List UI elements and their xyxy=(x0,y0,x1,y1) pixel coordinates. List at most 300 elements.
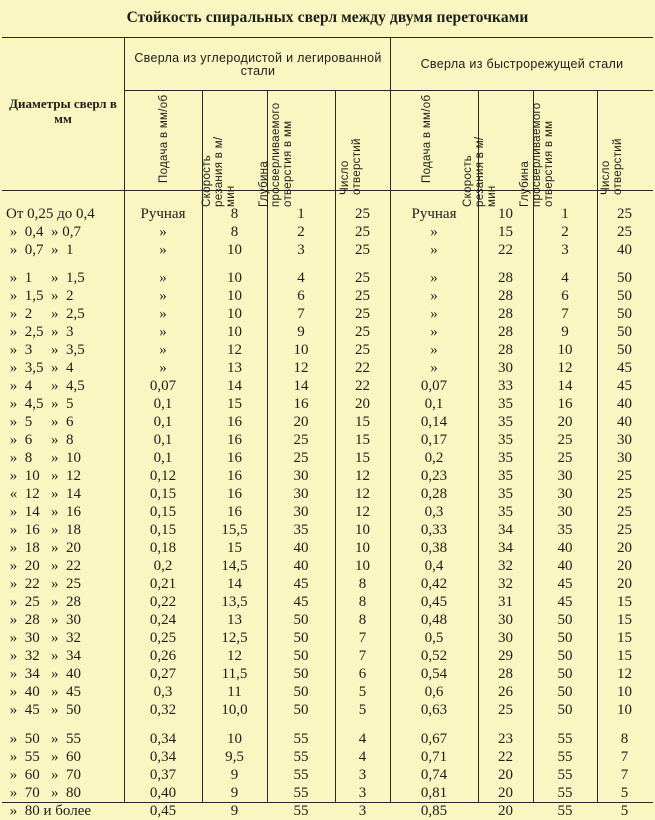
table-cell: 25 xyxy=(557,450,573,466)
table-cell: 0,4 xyxy=(424,558,444,574)
table-cell: » 8 » 10 xyxy=(6,450,81,466)
table-cell: 10 xyxy=(293,342,309,358)
depth-header-hss: Глубина просверливаемого отверстия в мм xyxy=(519,102,555,207)
table-row xyxy=(2,611,653,629)
table-cell: 10 xyxy=(227,306,242,322)
table-cell: 30 xyxy=(293,468,309,484)
table-cell: 55 xyxy=(557,749,573,765)
table-cell: 12 xyxy=(617,666,632,682)
table-row xyxy=(2,503,653,521)
table-row xyxy=(2,593,653,611)
table-row xyxy=(2,341,653,359)
table-cell: 20 xyxy=(293,414,309,430)
drill-life-table xyxy=(2,37,653,819)
table-cell: » 55 » 60 xyxy=(6,749,81,765)
table-cell: 15 xyxy=(227,396,242,412)
table-cell: » 32 » 34 xyxy=(6,648,81,664)
table-cell: 20 xyxy=(498,785,513,801)
table-cell: 25 xyxy=(355,306,370,322)
table-cell: 12 xyxy=(293,360,309,376)
speed-header-hss: Скорость резания в м/мин xyxy=(462,136,498,207)
table-cell: 3 xyxy=(358,767,367,783)
table-row xyxy=(2,521,653,539)
table-cell: » 3 » 3,5 xyxy=(6,342,85,358)
table-cell: 55 xyxy=(557,767,573,783)
table-cell: 0,27 xyxy=(149,666,177,682)
table-cell: 0,17 xyxy=(420,432,448,448)
table-cell: 0,74 xyxy=(420,767,448,783)
table-row xyxy=(2,269,653,287)
table-cell: 0,1 xyxy=(153,450,173,466)
table-cell: 50 xyxy=(617,324,632,340)
table-cell: 16 xyxy=(227,432,242,448)
table-cell: » 10 » 12 xyxy=(6,468,81,484)
table-cell: » 2,5 » 3 xyxy=(6,324,74,340)
table-cell: 30 xyxy=(498,612,513,628)
table-cell: 10 xyxy=(355,540,370,556)
table-cell: » 0,4 » 0,7 xyxy=(6,224,81,240)
table-cell: 25 xyxy=(617,224,632,240)
table-cell: 14 xyxy=(293,378,309,394)
table-cell: 8 xyxy=(358,594,367,610)
table-cell: » 28 » 30 xyxy=(6,612,81,628)
table-cell: 0,25 xyxy=(149,630,177,646)
table-row xyxy=(2,395,653,413)
table-cell: 30 xyxy=(617,450,632,466)
table-row xyxy=(2,485,653,503)
table-cell: 50 xyxy=(557,612,573,628)
table-row xyxy=(2,784,653,802)
table-row xyxy=(2,205,653,223)
table-cell: 23 xyxy=(498,731,513,747)
table-cell: 25 xyxy=(617,206,632,222)
table-cell: 40 xyxy=(293,540,309,556)
table-cell: 11,5 xyxy=(221,666,248,682)
table-cell: » xyxy=(159,306,167,322)
table-cell: 55 xyxy=(293,803,309,819)
table-cell: 35 xyxy=(498,468,513,484)
table-cell: 34 xyxy=(498,540,513,556)
table-cell: 0,26 xyxy=(149,648,177,664)
table-cell: » xyxy=(430,242,438,258)
table-cell: » 6 » 8 xyxy=(6,432,74,448)
table-cell: 50 xyxy=(293,666,309,682)
table-cell: 45 xyxy=(557,576,573,592)
table-cell: » 22 » 25 xyxy=(6,576,81,592)
table-cell: 14 xyxy=(227,576,242,592)
table-cell: 0,32 xyxy=(149,702,177,718)
table-cell: 30 xyxy=(557,486,573,502)
table-cell: 50 xyxy=(293,612,309,628)
table-cell: 10 xyxy=(227,324,242,340)
table-cell: 0,34 xyxy=(149,731,177,747)
table-cell: 50 xyxy=(557,648,573,664)
table-cell: 15 xyxy=(355,450,370,466)
table-cell: 55 xyxy=(557,785,573,801)
table-cell: » xyxy=(159,288,167,304)
table-row xyxy=(2,287,653,305)
table-cell: 12 xyxy=(355,504,370,520)
table-cell: 50 xyxy=(293,702,309,718)
table-cell: 30 xyxy=(617,432,632,448)
table-cell: 15 xyxy=(617,594,632,610)
table-cell: 28 xyxy=(498,288,513,304)
table-cell: 0,52 xyxy=(420,648,448,664)
table-cell: » xyxy=(430,324,438,340)
table-cell: 25 xyxy=(293,450,309,466)
table-cell: » 20 » 22 xyxy=(6,558,81,574)
diameter-header: Диаметры сверл в мм xyxy=(9,96,117,126)
table-cell: 31 xyxy=(498,594,513,610)
table-cell: 10 xyxy=(355,558,370,574)
table-cell: 32 xyxy=(498,558,513,574)
table-cell: » xyxy=(430,342,438,358)
table-cell: 12 xyxy=(227,648,242,664)
table-cell: » 40 » 45 xyxy=(6,684,81,700)
table-cell: 0,48 xyxy=(420,612,448,628)
table-cell: 15 xyxy=(355,414,370,430)
table-cell: 0,6 xyxy=(424,684,444,700)
table-cell: 29 xyxy=(498,648,513,664)
table-cell: 12 xyxy=(227,342,242,358)
table-cell: 8 xyxy=(230,224,239,240)
table-row xyxy=(2,766,653,784)
table-cell: 25 xyxy=(355,206,370,222)
table-row xyxy=(2,305,653,323)
table-cell: 25 xyxy=(498,702,513,718)
table-cell: 15 xyxy=(617,630,632,646)
table-cell: » 1 » 1,5 xyxy=(6,270,85,286)
table-cell: 28 xyxy=(498,270,513,286)
table-cell: 6 xyxy=(297,288,305,304)
table-cell: 28 xyxy=(498,666,513,682)
table-cell: 35 xyxy=(557,522,573,538)
table-cell: 50 xyxy=(617,270,632,286)
table-cell: 33 xyxy=(498,378,513,394)
table-cell: 55 xyxy=(293,785,309,801)
table-cell: 22 xyxy=(355,378,370,394)
table-cell: 40 xyxy=(617,396,632,412)
table-cell: 0,15 xyxy=(149,486,177,502)
table-cell: 3 xyxy=(358,803,367,819)
table-row xyxy=(2,467,653,485)
table-cell: 22 xyxy=(498,749,513,765)
table-cell: 25 xyxy=(293,432,309,448)
table-cell: » 25 » 28 xyxy=(6,594,81,610)
table-cell: 0,14 xyxy=(420,414,448,430)
table-cell: » 34 » 40 xyxy=(6,666,81,682)
table-cell: » 5 » 6 xyxy=(6,414,74,430)
table-cell: 45 xyxy=(617,378,632,394)
table-cell: 14 xyxy=(227,378,242,394)
table-cell: 50 xyxy=(617,306,632,322)
table-cell: 2 xyxy=(561,224,569,240)
table-row xyxy=(2,629,653,647)
table-cell: 55 xyxy=(293,767,309,783)
table-row xyxy=(2,665,653,683)
table-cell: 45 xyxy=(293,594,309,610)
table-cell: 15 xyxy=(227,540,242,556)
table-cell: 10 xyxy=(227,270,242,286)
table-cell: 25 xyxy=(355,242,370,258)
table-cell: 28 xyxy=(498,342,513,358)
table-row xyxy=(2,701,653,719)
table-cell: 40 xyxy=(617,414,632,430)
table-cell: 14 xyxy=(557,378,573,394)
table-cell: 30 xyxy=(557,468,573,484)
table-cell: 0,1 xyxy=(424,396,444,412)
table-cell: » 18 » 20 xyxy=(6,540,81,556)
table-cell: 45 xyxy=(617,360,632,376)
table-cell: 55 xyxy=(557,731,573,747)
table-cell: 1 xyxy=(297,206,305,222)
table-row xyxy=(2,748,653,766)
table-cell: 1 xyxy=(561,206,569,222)
table-cell: 16 xyxy=(293,396,309,412)
table-cell: 40 xyxy=(293,558,309,574)
table-cell: 10 xyxy=(227,242,242,258)
table-cell: 25 xyxy=(617,504,632,520)
table-cell: » 16 » 18 xyxy=(6,522,81,538)
table-cell: 0,67 xyxy=(420,731,448,747)
table-cell: 55 xyxy=(293,731,309,747)
table-cell: » 0,7 » 1 xyxy=(6,242,74,258)
table-cell: 25 xyxy=(355,224,370,240)
table-cell: 30 xyxy=(557,504,573,520)
table-cell: 50 xyxy=(557,630,573,646)
table-cell: » xyxy=(430,224,438,240)
table-cell: 32 xyxy=(498,576,513,592)
table-row xyxy=(2,539,653,557)
table-cell: Ручная xyxy=(411,206,457,222)
table-cell: 10 xyxy=(227,731,242,747)
table-cell: 20 xyxy=(617,558,632,574)
table-cell: 34 xyxy=(498,522,513,538)
table-cell: 50 xyxy=(557,666,573,682)
table-cell: « 12 » 14 xyxy=(6,486,81,502)
table-cell: 12 xyxy=(557,360,573,376)
table-cell: 16 xyxy=(227,486,242,502)
table-cell: 0,15 xyxy=(149,504,177,520)
table-cell: 10 xyxy=(557,342,573,358)
table-cell: » xyxy=(430,360,438,376)
table-cell: 15 xyxy=(617,612,632,628)
table-cell: 9 xyxy=(297,324,305,340)
table-cell: 25 xyxy=(617,522,632,538)
table-cell: 20 xyxy=(498,767,513,783)
table-cell: 16 xyxy=(227,468,242,484)
table-cell: 7 xyxy=(297,306,305,322)
header-divider xyxy=(124,90,653,91)
table-cell: » 14 » 16 xyxy=(6,504,81,520)
table-cell: 25 xyxy=(355,288,370,304)
table-cell: » 70 » 80 xyxy=(6,785,81,801)
table-cell: 35 xyxy=(498,396,513,412)
table-cell: 16 xyxy=(227,414,242,430)
table-cell: 9,5 xyxy=(225,749,244,765)
table-cell: 25 xyxy=(617,486,632,502)
table-cell: » 4 » 4,5 xyxy=(6,378,85,394)
table-cell: » xyxy=(430,288,438,304)
table-cell: 35 xyxy=(498,414,513,430)
table-cell: 28 xyxy=(498,306,513,322)
table-cell: 55 xyxy=(293,749,309,765)
table-cell: 20 xyxy=(355,396,370,412)
feed-header: Подача в мм/об xyxy=(158,94,170,183)
table-cell: 22 xyxy=(498,242,513,258)
table-cell: 8 xyxy=(620,731,629,747)
holes-header: Число отверстий xyxy=(339,138,363,195)
table-cell: 50 xyxy=(557,702,573,718)
table-cell: 35 xyxy=(498,432,513,448)
table-row xyxy=(2,802,653,820)
table-cell: 9 xyxy=(561,324,569,340)
table-cell: 15 xyxy=(617,648,632,664)
table-cell: 0,42 xyxy=(420,576,448,592)
table-cell: 0,45 xyxy=(420,594,448,610)
table-cell: 8 xyxy=(358,576,367,592)
table-cell: 10 xyxy=(355,522,370,538)
table-cell: 0,71 xyxy=(420,749,448,765)
table-cell: » xyxy=(159,224,167,240)
table-cell: » xyxy=(430,270,438,286)
table-cell: 35 xyxy=(498,504,513,520)
table-cell: » xyxy=(159,270,167,286)
table-cell: 9 xyxy=(230,785,239,801)
table-cell: 0,2 xyxy=(424,450,444,466)
group-header-carbon-steel: Сверла из углеродистой и легированной стали xyxy=(134,51,382,78)
table-row xyxy=(2,647,653,665)
table-cell: 45 xyxy=(557,594,573,610)
feed-header-hss: Подача в мм/об xyxy=(421,94,433,183)
table-cell: 16 xyxy=(227,504,242,520)
table-cell: 35 xyxy=(293,522,309,538)
table-cell: 0,28 xyxy=(420,486,448,502)
table-cell: 0,33 xyxy=(420,522,448,538)
table-cell: 3 xyxy=(358,785,367,801)
table-cell: 20 xyxy=(498,803,513,819)
table-cell: 0,85 xyxy=(420,803,448,819)
table-cell: 5 xyxy=(358,702,367,718)
table-cell: 4 xyxy=(561,270,569,286)
table-cell: 10,0 xyxy=(221,702,248,718)
table-cell: 8 xyxy=(230,206,239,222)
table-cell: 11 xyxy=(227,684,242,700)
table-row xyxy=(2,413,653,431)
table-cell: 35 xyxy=(498,450,513,466)
table-row xyxy=(2,323,653,341)
table-cell: 20 xyxy=(617,540,632,556)
table-cell: 50 xyxy=(617,342,632,358)
table-cell: 0,1 xyxy=(153,432,173,448)
table-row xyxy=(2,575,653,593)
table-cell: 12,5 xyxy=(221,630,248,646)
table-cell: 25 xyxy=(355,342,370,358)
table-cell: 15 xyxy=(498,224,513,240)
table-cell: 50 xyxy=(557,684,573,700)
table-cell: 55 xyxy=(557,803,573,819)
table-cell: 40 xyxy=(557,540,573,556)
table-cell: » 2 » 2,5 xyxy=(6,306,85,322)
table-cell: 5 xyxy=(620,803,629,819)
table-row xyxy=(2,223,653,241)
table-cell: 10 xyxy=(617,684,632,700)
table-cell: 7 xyxy=(620,749,629,765)
table-row xyxy=(2,683,653,701)
table-cell: 0,5 xyxy=(424,630,444,646)
table-cell: 15,5 xyxy=(221,522,248,538)
table-cell: 6 xyxy=(358,666,367,682)
table-cell: 15 xyxy=(355,432,370,448)
table-cell: 14,5 xyxy=(221,558,248,574)
table-cell: 0,12 xyxy=(149,468,177,484)
table-cell: 0,40 xyxy=(149,785,177,801)
table-cell: 10 xyxy=(498,206,513,222)
table-cell: 30 xyxy=(498,630,513,646)
table-cell: 0,38 xyxy=(420,540,448,556)
table-cell: 3 xyxy=(297,242,305,258)
table-cell: 12 xyxy=(355,468,370,484)
table-cell: 0,63 xyxy=(420,702,448,718)
table-cell: 7 xyxy=(358,630,367,646)
table-cell: 16 xyxy=(227,450,242,466)
table-cell: От 0,25 до 0,4 xyxy=(6,206,95,222)
table-cell: 25 xyxy=(557,432,573,448)
table-cell: 0,22 xyxy=(149,594,177,610)
table-cell: » 45 » 50 xyxy=(6,702,81,718)
table-cell: 7 xyxy=(358,648,367,664)
group-header-hss: Сверла из быстрорежущей стали xyxy=(420,57,624,71)
table-cell: » 1,5 » 2 xyxy=(6,288,74,304)
table-cell: » 30 » 32 xyxy=(6,630,81,646)
table-cell: 4 xyxy=(358,731,367,747)
table-cell: » 4,5 » 5 xyxy=(6,396,74,412)
table-row xyxy=(2,730,653,748)
table-cell: 4 xyxy=(297,270,305,286)
table-cell: 28 xyxy=(498,324,513,340)
table-cell: » 50 » 55 xyxy=(6,731,81,747)
table-cell: » xyxy=(159,324,167,340)
table-cell: 26 xyxy=(498,684,513,700)
table-cell: 9 xyxy=(230,803,239,819)
table-cell: 3 xyxy=(561,242,569,258)
table-cell: 0,3 xyxy=(424,504,444,520)
table-cell: 0,1 xyxy=(153,396,173,412)
table-cell: 5 xyxy=(358,684,367,700)
table-cell: 13 xyxy=(227,612,242,628)
table-cell: » 80 и более xyxy=(6,803,92,819)
holes-header-hss: Число отверстий xyxy=(600,138,624,195)
table-cell: 0,07 xyxy=(149,378,177,394)
table-cell: 9 xyxy=(230,767,239,783)
table-row xyxy=(2,449,653,467)
table-cell: 10 xyxy=(227,288,242,304)
table-cell: 30 xyxy=(498,360,513,376)
table-row xyxy=(2,241,653,259)
table-row xyxy=(2,359,653,377)
table-cell: 16 xyxy=(557,396,573,412)
table-cell: 25 xyxy=(355,270,370,286)
table-cell: 0,18 xyxy=(149,540,177,556)
page-title: Стойкость спиральных сверл между двумя переточками xyxy=(126,9,529,26)
table-cell: 20 xyxy=(617,576,632,592)
table-cell: Ручная xyxy=(140,206,186,222)
table-cell: » xyxy=(430,306,438,322)
table-cell: 40 xyxy=(617,242,632,258)
table-cell: 2 xyxy=(297,224,305,240)
table-cell: 30 xyxy=(293,486,309,502)
header-bottom-rule xyxy=(2,190,653,191)
